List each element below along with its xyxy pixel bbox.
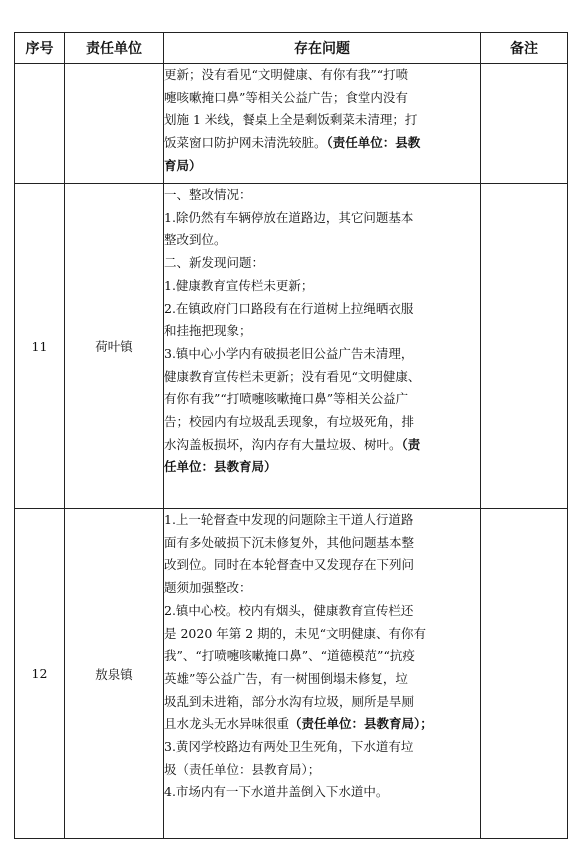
issue-line: 告；校园内有垃圾乱丢现象，有垃圾死角，排	[164, 414, 415, 430]
issue-line: 我”、“打喷嚏咳嗽掩口鼻”、“道德模范”“抗疫	[164, 648, 415, 664]
responsible-note: 育局）	[164, 157, 202, 173]
row-responsible-unit: 敖泉镇	[65, 509, 164, 839]
issue-line: 更新；没有看见“文明健康、有你有我”“打喷	[164, 67, 409, 82]
issue-line	[164, 132, 480, 155]
issue-line: 整改到位。	[164, 232, 227, 248]
responsible-note: 任单位：县教育局）	[164, 459, 277, 475]
issue-text: 且水龙头无水异味很重	[164, 716, 290, 732]
row-responsible-unit: 荷叶镇	[65, 184, 164, 509]
issue-line: 1.健康教育宣传栏未更新；	[164, 277, 314, 293]
issue-line: 2.镇中心校。校内有烟头，健康教育宣传栏还	[164, 602, 414, 618]
row-remarks	[481, 64, 568, 184]
row-serial-number: 12	[15, 509, 65, 839]
row-issue-cell	[164, 509, 481, 839]
table-row	[15, 509, 568, 839]
header-responsible-unit: 责任单位	[65, 33, 164, 64]
issue-line: 嚏咳嗽掩口鼻”等相关公益广告；食堂内没有	[164, 89, 408, 105]
row-serial-number	[15, 64, 65, 184]
row-serial-number: 11	[15, 184, 65, 509]
row-issue-cell	[164, 64, 481, 184]
row-remarks	[481, 509, 568, 839]
issue-line: 一、整改情况：	[164, 187, 252, 202]
table-row	[15, 64, 568, 184]
issue-line: 3.黄冈学校路边有两处卫生死角，下水道有垃	[164, 739, 414, 755]
issue-line: 3.镇中心小学内有破损老旧公益广告未清理，	[164, 345, 414, 361]
header-remarks: 备注	[481, 33, 568, 64]
issue-line	[164, 713, 480, 736]
issue-line: 题须加强整改：	[164, 580, 252, 596]
issue-line: 2.在镇政府门口路段有在行道树上拉绳晒衣服	[164, 300, 414, 316]
issue-line: 1.除仍然有车辆停放在道路边，其它问题基本	[164, 209, 414, 225]
issue-line: 圾乱到未进箱，部分水沟有垃圾，厕所是旱厕	[164, 693, 415, 709]
row-remarks	[481, 184, 568, 509]
table-header-row	[15, 33, 568, 64]
issue-line: 二、新发现问题：	[164, 255, 265, 271]
issue-line: 面有多处破损下沉未修复外，其他问题基本整	[164, 534, 415, 550]
issue-line: 和挂拖把现象；	[164, 323, 252, 339]
issue-line: 划施 1 米线，餐桌上全是剩饭剩菜未清理；打	[164, 112, 418, 128]
issue-line: 改到位。同时在本轮督查中又发现存在下列问	[164, 557, 415, 573]
responsible-note: （责任单位：县教育局）；	[289, 716, 433, 732]
issue-line: 1.上一轮督查中发现的问题除主干道人行道路	[164, 512, 414, 527]
responsible-note: （责任单位：县教	[326, 135, 421, 151]
issue-line	[164, 434, 480, 457]
issue-line: 4.市场内有一下水道井盖倒入下水道中。	[164, 784, 389, 800]
row-issue-cell	[164, 184, 481, 509]
issue-text: 水沟盖板损坏，沟内存有大量垃圾、树叶。	[164, 436, 402, 452]
responsible-note: （责	[401, 436, 421, 452]
table-row	[15, 184, 568, 509]
issue-line: 英雄”等公益广告，有一树围倒塌未修复，垃	[164, 670, 408, 686]
issue-text: 饭菜窗口防护网未清洗较脏。	[164, 135, 327, 151]
header-existing-issues: 存在问题	[164, 33, 481, 64]
issue-line: 是 2020 年第 2 期的，未见“文明健康、有你有	[164, 625, 427, 641]
header-serial-number: 序号	[15, 33, 65, 64]
issue-line: 健康教育宣传栏未更新；没有看见“文明健康、	[164, 368, 421, 384]
inspection-table	[14, 32, 568, 839]
row-responsible-unit	[65, 64, 164, 184]
issue-line: 圾（责任单位：县教育局）；	[164, 761, 321, 777]
issue-line: 有你有我”“打喷嚏咳嗽掩口鼻”等相关公益广	[164, 391, 409, 407]
